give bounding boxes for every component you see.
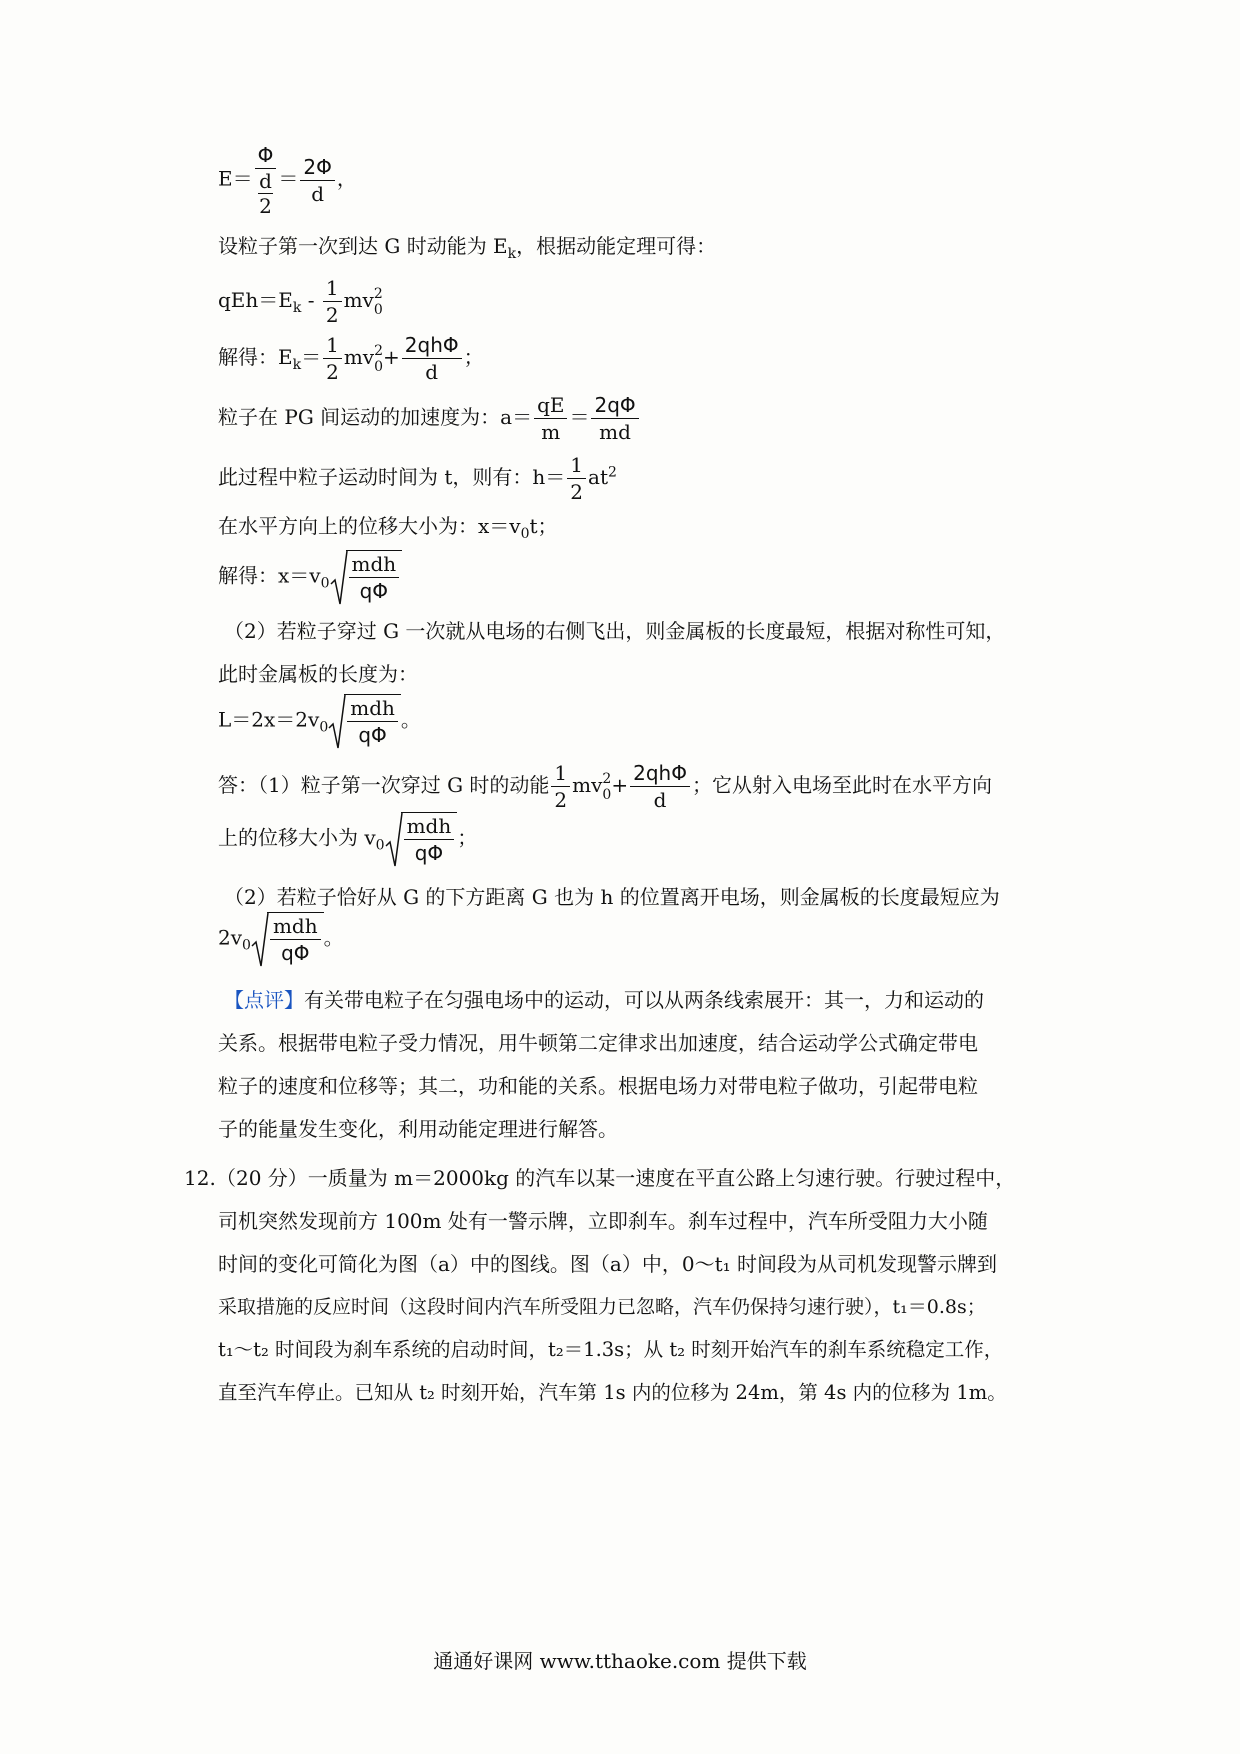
answer-line: 答：（1）粒子第一次穿过 G 时的动能 $\frac{1}{2}$ mv 2 0 + $\frac{\text{2qhΦ}}{d}$ ；它从射入电场至此时在水平方向 (218, 761, 992, 812)
page-footer: 通通好课网 www.tthaoke.com 提供下载 (433, 1649, 807, 1673)
equation-acceleration: 粒子在 PG 间运动的加速度为：a＝ $\frac{qE}{m}$ ＝ $\frac{2q\Phi}{md}$ (218, 392, 641, 445)
text-line: （2）若粒子穿过 G 一次就从电场的右侧飞出，则金属板的长度最短，根据对称性可知， (224, 619, 1006, 643)
comment-tag: 【点评】 (224, 988, 304, 1012)
question-number: 12. (184, 1166, 216, 1190)
equation-field-strength: E＝ Φ d 2 ＝ $\frac{2\Phi}{d}$ ， (218, 143, 357, 218)
question-line: t₁～t₂ 时间段为刹车系统的启动时间，t₂＝1.3s；从 t₂ 时刻开始汽车的刹车系统稳定工作， (218, 1338, 1004, 1361)
equation-displacement-vertical: 此过程中粒子运动时间为 t，则有：h＝ $\frac{1}{2}$ $at^2$ (218, 453, 617, 504)
comment-line: 粒子的速度和位移等；其二，功和能的关系。根据电场力对带电粒子做功，引起带电粒 (218, 1074, 978, 1098)
answer-line: （2）若粒子恰好从 G 的下方距离 G 也为 h 的位置离开电场，则金属板的长度最短应为 (224, 885, 1000, 909)
comment-line: 子的能量发生变化，利用动能定理进行解答。 (218, 1117, 618, 1141)
equation-plate-length: $L=2x=2v_0$ $\frac{\text{mdh}}{q\Phi}$ 。 (218, 696, 421, 747)
question-line: （20 分）一质量为 m＝2000kg 的汽车以某一速度在平直公路上匀速行驶。行驶过程中， (216, 1166, 1016, 1190)
equation-work-energy: $qEh=E_k$ - $\frac{1}{2}$ mv 2 0 (218, 276, 383, 327)
fraction: $\frac{2\Phi}{d}$ (300, 154, 334, 207)
question-line: 采取措施的反应时间（这段时间内汽车所受阻力已忽略，汽车仍保持匀速行驶），t₁＝0.8s； (218, 1296, 986, 1318)
question-line: 时间的变化可简化为图（a）中的图线。图（a）中，0～t₁ 时间段为从司机发现警示牌到 (218, 1252, 997, 1276)
answer-line: 上的位移大小为 $v_0$ $\frac{\text{mdh}}{q\Phi}$ ； (218, 814, 478, 865)
text-line: 设粒子第一次到达 G 时动能为 $E_k$，根据动能定理可得： (218, 234, 717, 262)
comment-line: 【点评】有关带电粒子在匀强电场中的运动，可以从两条线索展开：其一，力和运动的 (224, 988, 984, 1012)
comment-line: 关系。根据带电粒子受力情况，用牛顿第二定律求出加速度，结合运动学公式确定带电 (218, 1031, 978, 1055)
equation-kinetic-energy: 解得：$E_k=$ $\frac{1}{2}$ mv 2 0 + $\frac{\text{2qhΦ}}{d}$ ； (218, 333, 484, 384)
answer-line: $2v_0$ $\frac{\text{mdh}}{q\Phi}$ 。 (218, 914, 344, 965)
question-line: 直至汽车停止。已知从 t₂ 时刻开始，汽车第 1s 内的位移为 24m，第 4s 内的位移为 1m。 (218, 1381, 1007, 1404)
fraction: Φ d 2 (255, 142, 277, 218)
text-line: 在水平方向上的位移大小为：$x=v_0t$； (218, 514, 558, 542)
equation-horizontal-displacement: 解得：$x=v_0$ $\frac{\text{mdh}}{q\Phi}$ (218, 550, 402, 604)
text-line: 此时金属板的长度为： (218, 662, 418, 686)
square-root: $\frac{\text{mdh}}{q\Phi}$ (330, 550, 403, 604)
question-line: 司机突然发现前方 100m 处有一警示牌，立即刹车。刹车过程中，汽车所受阻力大小随 (218, 1209, 988, 1233)
